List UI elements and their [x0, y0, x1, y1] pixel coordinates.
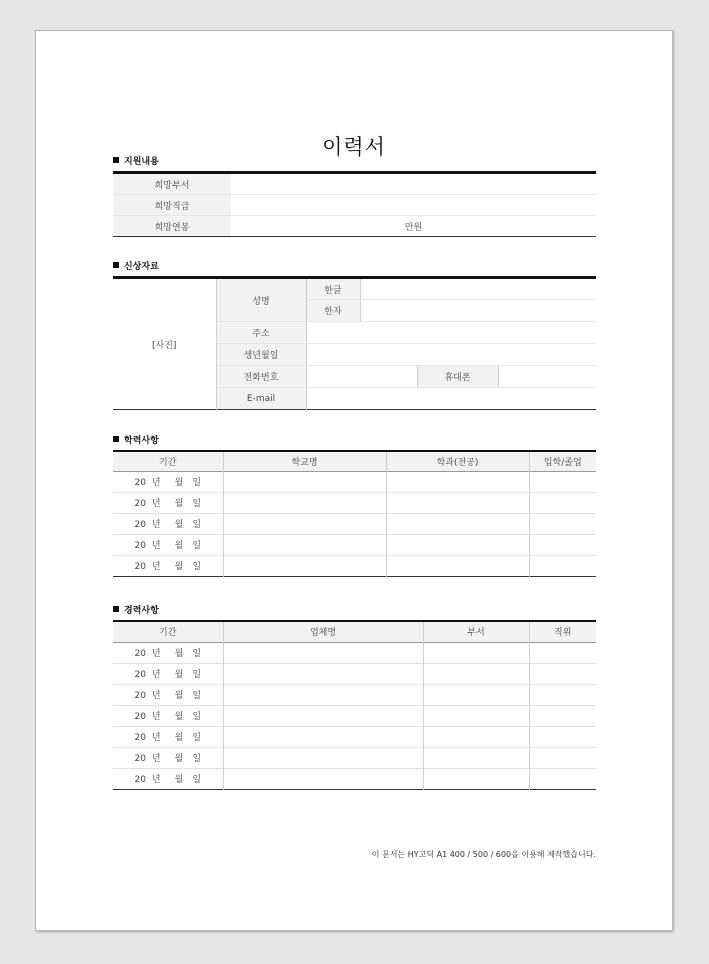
col-header-period: 기간: [113, 621, 223, 642]
year-unit: 년: [151, 541, 161, 551]
name-cell[interactable]: [223, 663, 423, 684]
birthdate-field[interactable]: [306, 344, 596, 366]
year-prefix: 20: [134, 754, 146, 764]
year-unit: 년: [151, 754, 161, 764]
table-row: [113, 705, 596, 726]
education-rows: [113, 471, 596, 576]
desired-position-field[interactable]: [231, 195, 596, 216]
desired-salary-field[interactable]: 만원: [404, 222, 423, 233]
hangul-name-field[interactable]: [360, 278, 596, 300]
col-header-department: 부서: [423, 621, 529, 642]
year-prefix: 20: [134, 520, 146, 530]
year-unit: 년: [151, 649, 161, 659]
education-table: [113, 450, 596, 577]
year-prefix: 20: [134, 670, 146, 680]
period-cell[interactable]: [113, 471, 223, 492]
name-cell[interactable]: [223, 534, 386, 555]
col-header-status: 입학/졸업: [543, 457, 582, 468]
period-cell[interactable]: [113, 513, 223, 534]
year-unit: 년: [151, 562, 161, 572]
name-cell[interactable]: [223, 471, 386, 492]
year-unit: 년: [151, 712, 161, 722]
name-cell[interactable]: [223, 705, 423, 726]
education-heading: 학력사항: [113, 435, 596, 447]
desired-salary-label: 희망연봉: [113, 216, 231, 237]
document-page: [35, 30, 673, 931]
day-unit: 일: [192, 733, 202, 743]
extra-cell[interactable]: [529, 684, 596, 705]
extra-cell[interactable]: [529, 555, 596, 576]
personal-section: [113, 261, 596, 410]
extra-cell[interactable]: [529, 747, 596, 768]
month-unit: 월: [174, 754, 184, 764]
period-cell[interactable]: [113, 768, 223, 789]
career-section: [113, 605, 596, 790]
month-unit: 월: [174, 499, 184, 509]
square-bullet-icon: [113, 606, 119, 612]
detail-cell[interactable]: [386, 492, 529, 513]
year-unit: 년: [151, 733, 161, 743]
detail-cell[interactable]: [386, 555, 529, 576]
support-heading: 지원내용: [113, 156, 596, 168]
mobile-label: 휴대폰: [417, 366, 498, 388]
year-unit: 년: [151, 670, 161, 680]
extra-cell[interactable]: [529, 663, 596, 684]
detail-cell[interactable]: [423, 684, 529, 705]
table-row: [113, 726, 596, 747]
month-unit: 월: [174, 775, 184, 785]
col-header-company: 업체명: [223, 621, 423, 642]
year-unit: 년: [151, 775, 161, 785]
square-bullet-icon: [113, 262, 119, 268]
support-row: [113, 195, 596, 216]
year-prefix: 20: [134, 562, 146, 572]
square-bullet-icon: [113, 436, 119, 442]
personal-heading: 신상자료: [113, 261, 596, 273]
period-cell[interactable]: [113, 663, 223, 684]
month-unit: 월: [174, 712, 184, 722]
email-label: E-mail: [216, 388, 306, 410]
day-unit: 일: [192, 562, 202, 572]
month-unit: 월: [174, 520, 184, 530]
day-unit: 일: [192, 541, 202, 551]
extra-cell[interactable]: [529, 726, 596, 747]
detail-cell[interactable]: [423, 768, 529, 789]
col-header-period: 기간: [113, 451, 223, 471]
period-cell[interactable]: [113, 555, 223, 576]
year-prefix: 20: [134, 478, 146, 488]
year-prefix: 20: [134, 541, 146, 551]
day-unit: 일: [192, 691, 202, 701]
col-header-major: 학과(전공): [386, 451, 529, 471]
month-unit: 월: [174, 691, 184, 701]
education-header-row: [113, 451, 596, 471]
day-unit: 일: [192, 775, 202, 785]
name-cell[interactable]: [223, 492, 386, 513]
support-row: [113, 173, 596, 195]
detail-cell[interactable]: [386, 513, 529, 534]
col-header-school: 학교명: [223, 451, 386, 471]
support-row: [113, 216, 596, 237]
period-cell[interactable]: [113, 492, 223, 513]
period-cell[interactable]: [113, 534, 223, 555]
period-cell[interactable]: [113, 642, 223, 663]
address-label: 주소: [216, 322, 306, 344]
career-heading: 경력사항: [113, 605, 596, 617]
table-row: [113, 513, 596, 534]
detail-cell[interactable]: [423, 642, 529, 663]
day-unit: 일: [192, 478, 202, 488]
desired-department-label: 희망부서: [113, 173, 231, 195]
footer-note: 이 문서는 HY고딕 A1 400 / 500 / 600을 이용해 제작했습니다.: [371, 850, 596, 859]
career-header-row: [113, 621, 596, 642]
day-unit: 일: [192, 754, 202, 764]
month-unit: 월: [174, 478, 184, 488]
name-cell[interactable]: [223, 555, 386, 576]
table-row: [113, 555, 596, 576]
hanja-label: 한자: [306, 300, 360, 322]
table-row: [113, 747, 596, 768]
extra-cell[interactable]: [529, 492, 596, 513]
table-row: [113, 642, 596, 663]
education-section: [113, 435, 596, 577]
month-unit: 월: [174, 733, 184, 743]
email-field[interactable]: [306, 388, 596, 410]
day-unit: 일: [192, 712, 202, 722]
year-unit: 년: [151, 520, 161, 530]
month-unit: 월: [174, 562, 184, 572]
support-section: [113, 156, 596, 237]
period-cell[interactable]: [113, 726, 223, 747]
document-title: 이력서: [322, 135, 386, 159]
table-row: [113, 768, 596, 789]
day-unit: 일: [192, 499, 202, 509]
hangul-label: 한글: [306, 278, 360, 300]
day-unit: 일: [192, 649, 202, 659]
name-cell[interactable]: [223, 726, 423, 747]
extra-cell[interactable]: [529, 705, 596, 726]
extra-cell[interactable]: [529, 534, 596, 555]
period-cell[interactable]: [113, 747, 223, 768]
detail-cell[interactable]: [423, 663, 529, 684]
phone-field[interactable]: [306, 366, 417, 388]
table-row: [113, 534, 596, 555]
hanja-name-field[interactable]: [360, 300, 596, 322]
name-cell[interactable]: [223, 747, 423, 768]
year-unit: 년: [151, 478, 161, 488]
detail-cell[interactable]: [423, 705, 529, 726]
extra-cell[interactable]: [529, 471, 596, 492]
career-rows: [113, 642, 596, 789]
year-prefix: 20: [134, 775, 146, 785]
table-row: [113, 684, 596, 705]
extra-cell[interactable]: [529, 768, 596, 789]
period-cell[interactable]: [113, 705, 223, 726]
square-bullet-icon: [113, 157, 119, 163]
table-row: [113, 492, 596, 513]
desired-department-field[interactable]: [231, 173, 596, 195]
desired-position-label: 희망직급: [113, 195, 231, 216]
detail-cell[interactable]: [386, 471, 529, 492]
name-cell[interactable]: [223, 684, 423, 705]
month-unit: 월: [174, 649, 184, 659]
year-unit: 년: [151, 691, 161, 701]
support-table: [113, 171, 596, 237]
name-label: 성명: [216, 278, 306, 322]
extra-cell[interactable]: [529, 642, 596, 663]
name-cell[interactable]: [223, 513, 386, 534]
name-cell[interactable]: [223, 768, 423, 789]
detail-cell[interactable]: [386, 534, 529, 555]
detail-cell[interactable]: [423, 747, 529, 768]
detail-cell[interactable]: [423, 726, 529, 747]
year-unit: 년: [151, 499, 161, 509]
extra-cell[interactable]: [529, 513, 596, 534]
day-unit: 일: [192, 670, 202, 680]
phone-label: 전화번호: [216, 366, 306, 388]
table-row: [113, 663, 596, 684]
col-header-position: 직위: [554, 628, 572, 639]
birthdate-label: 생년월일: [216, 344, 306, 366]
year-prefix: 20: [134, 712, 146, 722]
address-field[interactable]: [306, 322, 596, 344]
career-table: [113, 620, 596, 790]
name-cell[interactable]: [223, 642, 423, 663]
month-unit: 월: [174, 670, 184, 680]
year-prefix: 20: [134, 733, 146, 743]
day-unit: 일: [192, 520, 202, 530]
year-prefix: 20: [134, 691, 146, 701]
period-cell[interactable]: [113, 684, 223, 705]
personal-table: [113, 276, 596, 410]
month-unit: 월: [174, 541, 184, 551]
table-row: [113, 471, 596, 492]
photo-area[interactable]: [사진]: [113, 278, 216, 410]
year-prefix: 20: [134, 499, 146, 509]
year-prefix: 20: [134, 649, 146, 659]
mobile-field[interactable]: [498, 366, 596, 388]
